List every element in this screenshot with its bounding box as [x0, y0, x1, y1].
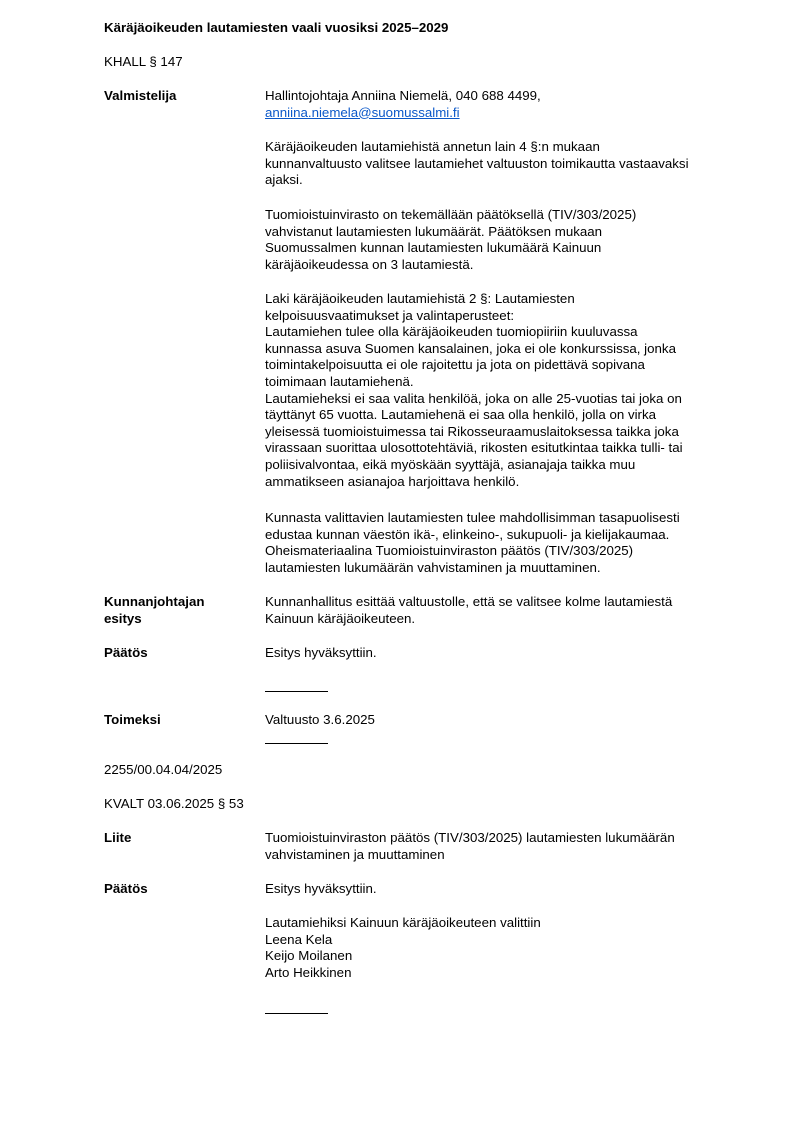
paatos-text-1: Esitys hyväksyttiin. — [265, 645, 377, 660]
elected-list — [265, 915, 735, 981]
liite-content: Tuomioistuinviraston päätös (TIV/303/2025) lautamiesten lukumäärän vahvistaminen ja muuttaminen — [265, 830, 675, 862]
kunnanjohtajan-esitys-content: Kunnanhallitus esittää valtuustolle, että se valitsee kolme lautamiestä Kainuun käräjäoikeuteen. — [265, 594, 673, 626]
kvalt-reference: KVALT 03.06.2025 § 53 — [104, 796, 244, 811]
preparer-email-link[interactable]: anniina.niemela@suomussalmi.fi — [265, 104, 460, 120]
elected-name: Keijo Moilanen — [265, 948, 353, 964]
kunnanjohtajan-esitys-label: Kunnanjohtajan esitys — [104, 594, 205, 626]
divider-rule-2 — [265, 743, 328, 744]
khall-reference: KHALL § 147 — [104, 54, 183, 69]
paatos-text-2: Esitys hyväksyttiin. — [265, 881, 377, 896]
toimeksi-text: Valtuusto 3.6.2025 — [265, 712, 375, 727]
document-title: Käräjäoikeuden lautamiesten vaali vuosiksi 2025–2029 — [104, 20, 449, 35]
elected-name: Arto Heikkinen — [265, 964, 352, 980]
divider-rule-3 — [265, 1013, 328, 1014]
paragraph-3: Laki käräjäoikeuden lautamiehistä 2 §: Lautamiesten kelpoisuusvaatimukset ja valintaperusteet: Lautamiehen tulee olla käräjäoikeuden tuomiopiiriin kuuluvassa kunnassa asuva Suomen kansalainen, joka ei ole konkurssissa, jonka toimintakelpoisuutta ei ole rajoitettu ja jota on pidettävä sopivana toimimaan lautamiehenä. Lautamieheksi ei saa valita henkilöä, joka on alle 25-vuotias tai joka on täyttänyt 65 vuotta. Lautamiehenä ei saa olla henkilö, jolla on virka yleisessä tuomioistuimessa tai Rikosseuraamuslaitoksessa taikka joka virassaan suorittaa ulosottotehtäviä, rikosten esitutkintaa taikka tulli- tai poliisivalvontaa, eikä myöskään syyttäjä, asianajaja taikka muu ammatikseen asianajoa harjoittava henkilö. — [265, 291, 683, 489]
valmistelija-label: Valmistelija — [104, 88, 177, 103]
valmistelija-content — [265, 88, 735, 121]
diary-number: 2255/00.04.04/2025 — [104, 762, 223, 777]
paatos-label-1: Päätös — [104, 645, 148, 660]
toimeksi-label: Toimeksi — [104, 712, 161, 727]
paragraph-2: Tuomioistuinvirasto on tekemällään päätöksellä (TIV/303/2025) vahvistanut lautamiesten lukumäärät. Päätöksen mukaan Suomussalmen kunnan lautamiesten lukumäärä Kainuun käräjäoikeudessa on 3 lautamiestä. — [265, 207, 637, 272]
paragraph-1: Käräjäoikeuden lautamiehistä annetun lain 4 §:n mukaan kunnanvaltuusto valitsee lautamiehet valtuuston toimikautta vastaavaksi ajaksi. — [265, 139, 689, 188]
elected-intro: Lautamiehiksi Kainuun käräjäoikeuteen valittiin — [265, 915, 541, 930]
elected-name: Leena Kela — [265, 931, 333, 947]
divider-rule-1 — [265, 691, 328, 692]
paatos-label-2: Päätös — [104, 881, 148, 896]
paragraph-4: Kunnasta valittavien lautamiesten tulee mahdollisimman tasapuolisesti edustaa kunnan väestön ikä-, elinkeino-, sukupuoli- ja kielijakaumaa. Oheismateriaalina Tuomioistuinviraston päätös (TIV/303/2025) lautamiesten lukumäärän vahvistaminen ja muuttaminen. — [265, 510, 680, 575]
liite-label: Liite — [104, 830, 132, 845]
preparer-line: Hallintojohtaja Anniina Niemelä, 040 688 4499, — [265, 88, 541, 103]
